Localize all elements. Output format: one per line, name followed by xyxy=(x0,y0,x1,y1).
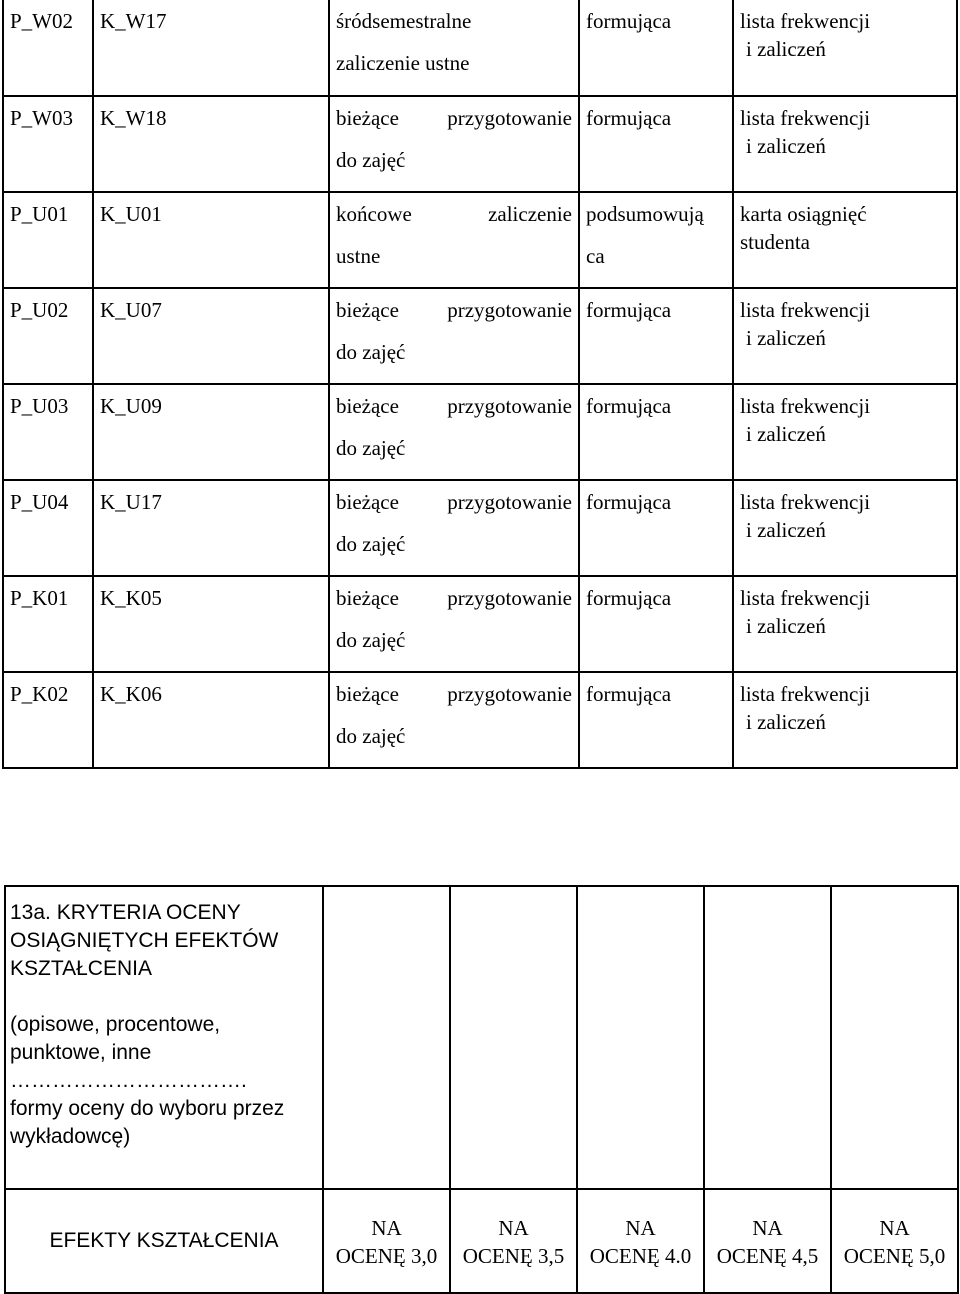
criteria-cell-grade-5-0 xyxy=(831,886,958,1189)
grade-na: NA xyxy=(879,1216,910,1240)
documentation-cell xyxy=(733,0,957,96)
effect-code: K_W18 xyxy=(100,106,167,130)
documentation-lines xyxy=(740,193,950,256)
outcomes-body xyxy=(3,0,957,768)
documentation-line-2: i zaliczeń xyxy=(746,422,826,446)
outcome-code: P_W03 xyxy=(10,106,73,130)
grade-label: OCENĘ 4.0 xyxy=(589,1244,692,1268)
table-row xyxy=(3,0,957,96)
effect-code-cell xyxy=(93,96,329,192)
grade-header-4-0 xyxy=(577,1189,704,1293)
table-row xyxy=(3,576,957,672)
method-part-a: bieżące xyxy=(336,298,399,322)
documentation-lines xyxy=(740,481,950,544)
documentation-cell xyxy=(733,96,957,192)
method-line-1 xyxy=(336,193,572,235)
documentation-lines xyxy=(740,673,950,736)
documentation-cell xyxy=(733,384,957,480)
criteria-heading-line-2: OSIĄGNIĘTYCH EFEKTÓW xyxy=(10,929,279,952)
effects-label-cell xyxy=(5,1189,323,1293)
method-part-a: bieżące xyxy=(336,586,399,610)
method-line-2: do zajęć xyxy=(336,628,406,652)
documentation-lines xyxy=(740,0,950,63)
table-row xyxy=(3,672,957,768)
grade-na: NA xyxy=(498,1216,529,1240)
form-line-1: formująca xyxy=(586,394,672,418)
spacer xyxy=(10,983,318,1011)
documentation-line-2: studenta xyxy=(740,230,810,254)
outcome-code-cell xyxy=(3,288,93,384)
assessment-form-cell xyxy=(579,288,733,384)
method-line-1 xyxy=(336,97,572,139)
assessment-form-cell xyxy=(579,672,733,768)
documentation-line-2: i zaliczeń xyxy=(746,37,826,61)
verification-method-cell xyxy=(329,672,579,768)
outcome-code-cell xyxy=(3,384,93,480)
method-part-a: końcowe xyxy=(336,202,412,226)
method-line-2: do zajęć xyxy=(336,436,406,460)
method-part-a: bieżące xyxy=(336,394,399,418)
criteria-note-line-3: ……………………………. xyxy=(10,1069,247,1092)
grades-table xyxy=(4,1188,959,1294)
criteria-table xyxy=(4,885,959,1190)
effect-code-cell xyxy=(93,384,329,480)
documentation-cell xyxy=(733,192,957,288)
outcome-code-cell xyxy=(3,576,93,672)
criteria-cell-grade-4-0 xyxy=(577,886,704,1189)
criteria-heading-cell xyxy=(5,886,323,1189)
verification-method-cell xyxy=(329,0,579,96)
verification-method-cell xyxy=(329,96,579,192)
documentation-line-1: karta osiągnięć xyxy=(740,202,867,226)
effect-code-cell xyxy=(93,576,329,672)
criteria-note-line-2: punktowe, inne xyxy=(10,1041,152,1064)
documentation-cell xyxy=(733,672,957,768)
method-part-a: bieżące xyxy=(336,106,399,130)
outcome-code-cell xyxy=(3,0,93,96)
method-line-2: zaliczenie ustne xyxy=(336,51,470,75)
outcome-code: P_U03 xyxy=(10,394,69,418)
outcome-code: P_U01 xyxy=(10,202,69,226)
verification-method-cell xyxy=(329,288,579,384)
assessment-form-cell xyxy=(579,96,733,192)
method-part-a: bieżące xyxy=(336,682,399,706)
documentation-line-1: lista frekwencji xyxy=(740,298,871,322)
form-line-1: formująca xyxy=(586,490,672,514)
effect-code: K_W17 xyxy=(100,9,167,33)
grade-na: NA xyxy=(752,1216,783,1240)
form-line-2: ca xyxy=(586,244,605,268)
method-line-1 xyxy=(336,385,572,427)
documentation-line-1: lista frekwencji xyxy=(740,682,871,706)
method-part-a: bieżące xyxy=(336,490,399,514)
grade-label: OCENĘ 4,5 xyxy=(716,1244,819,1268)
documentation-cell xyxy=(733,576,957,672)
effect-code-cell xyxy=(93,672,329,768)
form-line-1: formująca xyxy=(586,106,672,130)
grade-na: NA xyxy=(625,1216,656,1240)
effects-label: EFEKTY KSZTAŁCENIA xyxy=(49,1228,279,1252)
grade-header-3-5 xyxy=(450,1189,577,1293)
documentation-line-1: lista frekwencji xyxy=(740,394,871,418)
form-line-1: formująca xyxy=(586,9,672,33)
criteria-cell-grade-3-0 xyxy=(323,886,450,1189)
documentation-line-2: i zaliczeń xyxy=(746,134,826,158)
table-row xyxy=(3,480,957,576)
outcomes-table xyxy=(2,0,958,769)
method-part-b: przygotowanie xyxy=(447,298,572,322)
verification-method-cell xyxy=(329,384,579,480)
method-line-2: do zajęć xyxy=(336,724,406,748)
outcome-code-cell xyxy=(3,672,93,768)
criteria-note-line-1: (opisowe, procentowe, xyxy=(10,1013,221,1036)
criteria-note-line-5: wykładowcę) xyxy=(10,1125,131,1148)
method-part-b: przygotowanie xyxy=(447,394,572,418)
method-line-2: do zajęć xyxy=(336,532,406,556)
grade-label: OCENĘ 3,0 xyxy=(335,1244,438,1268)
outcome-code: P_K01 xyxy=(10,586,69,610)
table-row xyxy=(3,192,957,288)
outcome-code: P_U04 xyxy=(10,490,69,514)
method-part-b: przygotowanie xyxy=(447,682,572,706)
outcome-code-cell xyxy=(3,96,93,192)
effect-code: K_U17 xyxy=(100,490,162,514)
outcome-code: P_K02 xyxy=(10,682,69,706)
grade-header-3-0 xyxy=(323,1189,450,1293)
effect-code-cell xyxy=(93,288,329,384)
criteria-heading-line-1: 13a. KRYTERIA OCENY xyxy=(10,901,241,924)
form-line-1: formująca xyxy=(586,586,672,610)
criteria-cell-grade-4-5 xyxy=(704,886,831,1189)
documentation-line-2: i zaliczeń xyxy=(746,518,826,542)
outcome-code-cell xyxy=(3,480,93,576)
effect-code: K_U09 xyxy=(100,394,162,418)
method-line-1 xyxy=(336,673,572,715)
grade-header-4-5 xyxy=(704,1189,831,1293)
method-line-1 xyxy=(336,0,572,42)
verification-method-cell xyxy=(329,576,579,672)
assessment-form-cell xyxy=(579,192,733,288)
documentation-line-2: i zaliczeń xyxy=(746,614,826,638)
documentation-line-1: lista frekwencji xyxy=(740,490,871,514)
method-line-1 xyxy=(336,577,572,619)
table-row xyxy=(3,96,957,192)
method-part-b: przygotowanie xyxy=(447,106,572,130)
documentation-line-1: lista frekwencji xyxy=(740,106,871,130)
outcome-code-cell xyxy=(3,192,93,288)
method-line-2: ustne xyxy=(336,244,381,268)
assessment-form-cell xyxy=(579,576,733,672)
assessment-form-cell xyxy=(579,0,733,96)
grade-header-5-0 xyxy=(831,1189,958,1293)
method-line-1 xyxy=(336,289,572,331)
grade-na: NA xyxy=(371,1216,402,1240)
documentation-line-1: lista frekwencji xyxy=(740,9,871,33)
table-row xyxy=(3,288,957,384)
method-line-2: do zajęć xyxy=(336,340,406,364)
form-line-1: podsumowują xyxy=(586,202,704,226)
criteria-heading-line-3: KSZTAŁCENIA xyxy=(10,957,152,980)
assessment-form-cell xyxy=(579,480,733,576)
method-line-1 xyxy=(336,481,572,523)
effect-code-cell xyxy=(93,192,329,288)
method-part-a: śródsemestralne xyxy=(336,9,472,33)
verification-method-cell xyxy=(329,480,579,576)
criteria-cell-grade-3-5 xyxy=(450,886,577,1189)
grades-header-row xyxy=(5,1189,958,1293)
documentation-lines xyxy=(740,385,950,448)
documentation-line-2: i zaliczeń xyxy=(746,326,826,350)
outcome-code: P_U02 xyxy=(10,298,69,322)
method-part-b: zaliczenie xyxy=(488,202,572,226)
grade-label: OCENĘ 3,5 xyxy=(462,1244,565,1268)
assessment-form-cell xyxy=(579,384,733,480)
documentation-line-2: i zaliczeń xyxy=(746,710,826,734)
method-line-2: do zajęć xyxy=(336,148,406,172)
documentation-lines xyxy=(740,97,950,160)
grade-label: OCENĘ 5,0 xyxy=(843,1244,946,1268)
outcome-code: P_W02 xyxy=(10,9,73,33)
form-line-1: formująca xyxy=(586,682,672,706)
criteria-row xyxy=(5,886,958,1189)
table-row xyxy=(3,384,957,480)
effect-code: K_K05 xyxy=(100,586,162,610)
form-line-1: formująca xyxy=(586,298,672,322)
effect-code: K_U01 xyxy=(100,202,162,226)
criteria-note-line-4: formy oceny do wyboru przez xyxy=(10,1097,285,1120)
documentation-lines xyxy=(740,289,950,352)
documentation-cell xyxy=(733,480,957,576)
method-part-b: przygotowanie xyxy=(447,490,572,514)
effect-code-cell xyxy=(93,480,329,576)
effect-code-cell xyxy=(93,0,329,96)
documentation-cell xyxy=(733,288,957,384)
verification-method-cell xyxy=(329,192,579,288)
effect-code: K_K06 xyxy=(100,682,162,706)
method-part-b: przygotowanie xyxy=(447,586,572,610)
effect-code: K_U07 xyxy=(100,298,162,322)
documentation-line-1: lista frekwencji xyxy=(740,586,871,610)
documentation-lines xyxy=(740,577,950,640)
